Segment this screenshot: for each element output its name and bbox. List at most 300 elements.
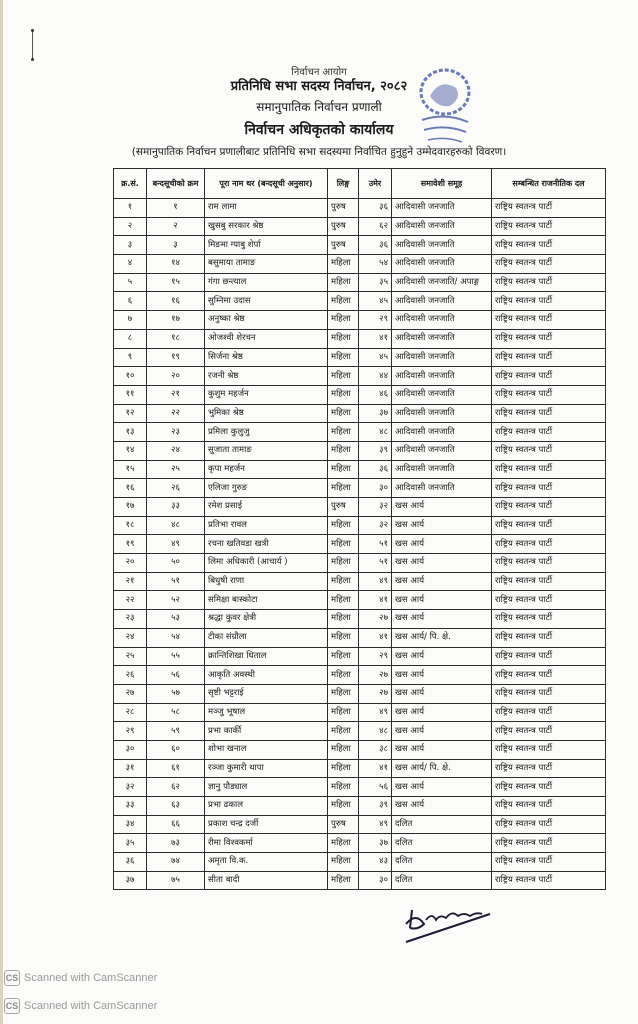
table-subtitle: (समानुपातिक निर्वाचन प्रणालीबाट प्रतिनिधि सभा सदस्यमा निर्वाचित हुनुहुने उम्मेदवारहरुको विवरण। xyxy=(131,146,507,158)
table-row xyxy=(114,535,606,554)
party-cell: राष्ट्रिय स्वतन्त्र पार्टी xyxy=(492,815,606,834)
col-header-age: उमेर xyxy=(359,169,392,199)
commission-heading: निर्वाचन आयोग xyxy=(291,67,347,78)
gender-cell: महिला xyxy=(328,479,359,498)
party-cell: राष्ट्रिय स्वतन्त्र पार्टी xyxy=(492,404,606,423)
name-cell: अमृता वि.क. xyxy=(205,853,328,872)
party-cell: राष्ट्रिय स्वतन्त्र पार्टी xyxy=(492,236,606,255)
gender-cell: महिला xyxy=(328,385,359,404)
name-cell: एलिजा गुरुङ xyxy=(205,479,328,498)
serial-cell: ३६ xyxy=(114,853,147,872)
party-cell: राष्ट्रिय स्वतन्त्र पार्टी xyxy=(492,628,606,647)
age-cell: ३६ xyxy=(359,236,392,255)
group-cell: दलित xyxy=(392,871,492,890)
party-cell: राष्ट्रिय स्वतन्त्र पार्टी xyxy=(492,199,606,218)
table-row xyxy=(114,554,606,573)
gender-cell: महिला xyxy=(328,572,359,591)
name-cell: प्रमिला कुलुजु xyxy=(205,423,328,442)
gender-cell: महिला xyxy=(328,647,359,666)
group-cell: आदिवासी जनजाति xyxy=(392,460,492,479)
name-cell: खुसबु सरकार श्रेष्ठ xyxy=(205,217,328,236)
age-cell: ३५ xyxy=(359,273,392,292)
gender-cell: पुरुष xyxy=(328,236,359,255)
name-cell: क्रान्तिशिखा धिताल xyxy=(205,647,328,666)
table-row xyxy=(114,778,606,797)
table-row xyxy=(114,329,606,348)
age-cell: ५६ xyxy=(359,778,392,797)
party-cell: राष्ट्रिय स्वतन्त्र पार्टी xyxy=(492,217,606,236)
group-cell: आदिवासी जनजाति xyxy=(392,236,492,255)
name-cell: आकृति अवस्थी xyxy=(205,666,328,685)
table-row xyxy=(114,385,606,404)
serial-cell: २ xyxy=(114,217,147,236)
gender-cell: महिला xyxy=(328,404,359,423)
group-cell: आदिवासी जनजाति xyxy=(392,404,492,423)
list-order-cell: ५७ xyxy=(147,684,205,703)
party-cell: राष्ट्रिय स्वतन्त्र पार्टी xyxy=(492,516,606,535)
table-row xyxy=(114,853,606,872)
camscanner-watermark xyxy=(4,970,157,986)
list-order-cell: ३ xyxy=(147,236,205,255)
group-cell: आदिवासी जनजाति xyxy=(392,217,492,236)
gender-cell: महिला xyxy=(328,535,359,554)
party-cell: राष्ट्रिय स्वतन्त्र पार्टी xyxy=(492,610,606,629)
name-cell: मञ्जु भूषाल xyxy=(205,703,328,722)
party-cell: राष्ट्रिय स्वतन्त्र पार्टी xyxy=(492,684,606,703)
serial-cell: २७ xyxy=(114,684,147,703)
camscanner-logo-icon: CS xyxy=(4,970,20,986)
table-row xyxy=(114,423,606,442)
group-cell: खस आर्य xyxy=(392,516,492,535)
gender-cell: महिला xyxy=(328,367,359,386)
serial-cell: २० xyxy=(114,554,147,573)
name-cell: मिङमा ग्याबु शेर्पा xyxy=(205,236,328,255)
name-cell: राम लामा xyxy=(205,199,328,218)
camscanner-logo-icon: CS xyxy=(4,998,20,1014)
col-header-inclusive-group: समावेशी समूह xyxy=(392,169,492,199)
party-cell: राष्ट्रिय स्वतन्त्र पार्टी xyxy=(492,778,606,797)
system-heading: समानुपातिक निर्वाचन प्रणाली xyxy=(256,100,382,114)
list-order-cell: ५९ xyxy=(147,722,205,741)
table-row xyxy=(114,591,606,610)
gender-cell: महिला xyxy=(328,460,359,479)
group-cell: खस आर्य/ पि. क्षे. xyxy=(392,759,492,778)
age-cell: ५१ xyxy=(359,554,392,573)
list-order-cell: १८ xyxy=(147,329,205,348)
name-cell: रमेश प्रसाई xyxy=(205,498,328,517)
name-cell: टीका संग्रौला xyxy=(205,628,328,647)
name-cell: सृष्टी भट्टराई xyxy=(205,684,328,703)
gender-cell: महिला xyxy=(328,871,359,890)
gender-cell: महिला xyxy=(328,255,359,274)
group-cell: खस आर्य xyxy=(392,797,492,816)
list-order-cell: २३ xyxy=(147,423,205,442)
list-order-cell: १४ xyxy=(147,255,205,274)
group-cell: दलित xyxy=(392,834,492,853)
name-cell: भुमिका श्रेष्ठ xyxy=(205,404,328,423)
list-order-cell: ६२ xyxy=(147,778,205,797)
age-cell: ४४ xyxy=(359,367,392,386)
party-cell: राष्ट्रिय स्वतन्त्र पार्टी xyxy=(492,834,606,853)
group-cell: खस आर्य xyxy=(392,703,492,722)
table-row xyxy=(114,217,606,236)
office-heading: निर्वाचन अधिकृतको कार्यालय xyxy=(244,122,394,138)
col-header-list-order: बन्दसूचीको क्रम xyxy=(147,169,205,199)
table-row xyxy=(114,367,606,386)
name-cell: प्रकाश चन्द्र दर्जी xyxy=(205,815,328,834)
group-cell: खस आर्य xyxy=(392,610,492,629)
name-cell: लिमा अधिकारी (आचार्य ) xyxy=(205,554,328,573)
list-order-cell: १ xyxy=(147,199,205,218)
age-cell: ४५ xyxy=(359,292,392,311)
table-row xyxy=(114,722,606,741)
table-row xyxy=(114,684,606,703)
serial-cell: १५ xyxy=(114,460,147,479)
list-order-cell: २५ xyxy=(147,460,205,479)
name-cell: सुम्निमा उदास xyxy=(205,292,328,311)
serial-cell: २५ xyxy=(114,647,147,666)
group-cell: खस आर्य xyxy=(392,535,492,554)
name-cell: सिर्जना श्रेष्ठ xyxy=(205,348,328,367)
age-cell: ५४ xyxy=(359,255,392,274)
party-cell: राष्ट्रिय स्वतन्त्र पार्टी xyxy=(492,722,606,741)
party-cell: राष्ट्रिय स्वतन्त्र पार्टी xyxy=(492,591,606,610)
table-row xyxy=(114,498,606,517)
age-cell: ३२ xyxy=(359,498,392,517)
party-cell: राष्ट्रिय स्वतन्त्र पार्टी xyxy=(492,853,606,872)
serial-cell: २१ xyxy=(114,572,147,591)
age-cell: ४१ xyxy=(359,759,392,778)
age-cell: ३० xyxy=(359,479,392,498)
group-cell: आदिवासी जनजाति xyxy=(392,479,492,498)
list-order-cell: ७३ xyxy=(147,834,205,853)
group-cell: आदिवासी जनजाति xyxy=(392,348,492,367)
table-row xyxy=(114,647,606,666)
name-cell: अनुष्का श्रेष्ठ xyxy=(205,311,328,330)
serial-cell: ८ xyxy=(114,329,147,348)
group-cell: आदिवासी जनजाति/ अपाङ्ग xyxy=(392,273,492,292)
age-cell: ४३ xyxy=(359,853,392,872)
name-cell: बिधुषी राणा xyxy=(205,572,328,591)
name-cell: बसुमाया तामाङ xyxy=(205,255,328,274)
gender-cell: महिला xyxy=(328,311,359,330)
table-row xyxy=(114,628,606,647)
serial-cell: २९ xyxy=(114,722,147,741)
list-order-cell: ५८ xyxy=(147,703,205,722)
age-cell: ४५ xyxy=(359,348,392,367)
candidate-table xyxy=(113,168,606,890)
group-cell: दलित xyxy=(392,853,492,872)
gender-cell: महिला xyxy=(328,292,359,311)
list-order-cell: ४९ xyxy=(147,535,205,554)
table-row xyxy=(114,666,606,685)
watermark-text: Scanned with CamScanner xyxy=(24,972,158,984)
gender-cell: महिला xyxy=(328,797,359,816)
name-cell: कुशुम महर्जन xyxy=(205,385,328,404)
list-order-cell: ६० xyxy=(147,740,205,759)
gender-cell: महिला xyxy=(328,329,359,348)
gender-cell: महिला xyxy=(328,348,359,367)
age-cell: २९ xyxy=(359,311,392,330)
gender-cell: महिला xyxy=(328,722,359,741)
party-cell: राष्ट्रिय स्वतन्त्र पार्टी xyxy=(492,329,606,348)
age-cell: ३७ xyxy=(359,404,392,423)
table-row xyxy=(114,516,606,535)
gender-cell: पुरुष xyxy=(328,217,359,236)
gender-cell: महिला xyxy=(328,703,359,722)
gender-cell: महिला xyxy=(328,778,359,797)
age-cell: ६२ xyxy=(359,217,392,236)
margin-mark xyxy=(32,30,33,60)
party-cell: राष्ट्रिय स्वतन्त्र पार्टी xyxy=(492,479,606,498)
party-cell: राष्ट्रिय स्वतन्त्र पार्टी xyxy=(492,385,606,404)
party-cell: राष्ट्रिय स्वतन्त्र पार्टी xyxy=(492,460,606,479)
gender-cell: महिला xyxy=(328,591,359,610)
group-cell: खस आर्य xyxy=(392,740,492,759)
age-cell: ४९ xyxy=(359,815,392,834)
age-cell: २७ xyxy=(359,610,392,629)
gender-cell: महिला xyxy=(328,740,359,759)
col-header-gender: लिङ्ग xyxy=(328,169,359,199)
table-row xyxy=(114,460,606,479)
list-order-cell: ५३ xyxy=(147,610,205,629)
age-cell: ४८ xyxy=(359,423,392,442)
list-order-cell: १६ xyxy=(147,292,205,311)
gender-cell: महिला xyxy=(328,759,359,778)
election-heading: प्रतिनिधि सभा सदस्य निर्वाचन, २०८२ xyxy=(230,79,408,94)
serial-cell: ४ xyxy=(114,255,147,274)
group-cell: आदिवासी जनजाति xyxy=(392,441,492,460)
table-row xyxy=(114,404,606,423)
serial-cell: २४ xyxy=(114,628,147,647)
table-row xyxy=(114,292,606,311)
serial-cell: १७ xyxy=(114,498,147,517)
table-row xyxy=(114,255,606,274)
group-cell: खस आर्य xyxy=(392,647,492,666)
group-cell: खस आर्य xyxy=(392,572,492,591)
name-cell: शोभा खनाल xyxy=(205,740,328,759)
age-cell: ३६ xyxy=(359,460,392,479)
list-order-cell: ६६ xyxy=(147,815,205,834)
list-order-cell: ५२ xyxy=(147,591,205,610)
table-row xyxy=(114,441,606,460)
serial-cell: ६ xyxy=(114,292,147,311)
party-cell: राष्ट्रिय स्वतन्त्र पार्टी xyxy=(492,441,606,460)
table-row xyxy=(114,740,606,759)
age-cell: ४१ xyxy=(359,591,392,610)
name-cell: प्रभा ढकाल xyxy=(205,797,328,816)
list-order-cell: २२ xyxy=(147,404,205,423)
table-row xyxy=(114,759,606,778)
serial-cell: ९ xyxy=(114,348,147,367)
age-cell: ३९ xyxy=(359,441,392,460)
serial-cell: ३१ xyxy=(114,759,147,778)
list-order-cell: १७ xyxy=(147,311,205,330)
name-cell: सुजाता तामाङ xyxy=(205,441,328,460)
camscanner-watermark xyxy=(4,998,157,1014)
group-cell: आदिवासी जनजाति xyxy=(392,423,492,442)
group-cell: आदिवासी जनजाति xyxy=(392,255,492,274)
serial-cell: २३ xyxy=(114,610,147,629)
group-cell: आदिवासी जनजाति xyxy=(392,367,492,386)
serial-cell: ३ xyxy=(114,236,147,255)
list-order-cell: २० xyxy=(147,367,205,386)
col-header-serial: क्र.सं. xyxy=(114,169,147,199)
party-cell: राष्ट्रिय स्वतन्त्र पार्टी xyxy=(492,367,606,386)
list-order-cell: २ xyxy=(147,217,205,236)
age-cell: ३० xyxy=(359,871,392,890)
gender-cell: पुरुष xyxy=(328,815,359,834)
gender-cell: महिला xyxy=(328,853,359,872)
watermark-text: Scanned with CamScanner xyxy=(24,1000,158,1012)
party-cell: राष्ट्रिय स्वतन्त्र पार्टी xyxy=(492,759,606,778)
age-cell: ५१ xyxy=(359,535,392,554)
name-cell: प्रभा कार्की xyxy=(205,722,328,741)
name-cell: रजनी श्रेष्ठ xyxy=(205,367,328,386)
group-cell: खस आर्य xyxy=(392,591,492,610)
age-cell: ३९ xyxy=(359,797,392,816)
serial-cell: १८ xyxy=(114,516,147,535)
party-cell: राष्ट्रिय स्वतन्त्र पार्टी xyxy=(492,348,606,367)
party-cell: राष्ट्रिय स्वतन्त्र पार्टी xyxy=(492,703,606,722)
list-order-cell: ५५ xyxy=(147,647,205,666)
name-cell: प्रतिभा रावल xyxy=(205,516,328,535)
gender-cell: महिला xyxy=(328,273,359,292)
list-order-cell: १९ xyxy=(147,348,205,367)
name-cell: गंगा छन्त्याल xyxy=(205,273,328,292)
table-row xyxy=(114,311,606,330)
party-cell: राष्ट्रिय स्वतन्त्र पार्टी xyxy=(492,498,606,517)
gender-cell: पुरुष xyxy=(328,199,359,218)
table-row xyxy=(114,703,606,722)
gender-cell: महिला xyxy=(328,628,359,647)
party-cell: राष्ट्रिय स्वतन्त्र पार्टी xyxy=(492,554,606,573)
group-cell: खस आर्य xyxy=(392,554,492,573)
serial-cell: ३७ xyxy=(114,871,147,890)
table-row xyxy=(114,199,606,218)
group-cell: खस आर्य xyxy=(392,666,492,685)
age-cell: ४६ xyxy=(359,385,392,404)
table-row xyxy=(114,610,606,629)
age-cell: ३६ xyxy=(359,199,392,218)
gender-cell: महिला xyxy=(328,684,359,703)
table-row xyxy=(114,572,606,591)
name-cell: ओजश्वी शेरचन xyxy=(205,329,328,348)
list-order-cell: ४८ xyxy=(147,516,205,535)
party-cell: राष्ट्रिय स्वतन्त्र पार्टी xyxy=(492,311,606,330)
list-order-cell: ७४ xyxy=(147,853,205,872)
gender-cell: महिला xyxy=(328,834,359,853)
group-cell: दलित xyxy=(392,815,492,834)
table-header-row xyxy=(114,169,606,199)
age-cell: २९ xyxy=(359,647,392,666)
serial-cell: ३५ xyxy=(114,834,147,853)
serial-cell: ७ xyxy=(114,311,147,330)
party-cell: राष्ट्रिय स्वतन्त्र पार्टी xyxy=(492,666,606,685)
group-cell: खस आर्य xyxy=(392,684,492,703)
serial-cell: ३३ xyxy=(114,797,147,816)
group-cell: आदिवासी जनजाति xyxy=(392,385,492,404)
serial-cell: २२ xyxy=(114,591,147,610)
group-cell: आदिवासी जनजाति xyxy=(392,329,492,348)
gender-cell: महिला xyxy=(328,516,359,535)
group-cell: आदिवासी जनजाति xyxy=(392,199,492,218)
list-order-cell: ७५ xyxy=(147,871,205,890)
gender-cell: महिला xyxy=(328,423,359,442)
serial-cell: १२ xyxy=(114,404,147,423)
list-order-cell: ६३ xyxy=(147,797,205,816)
group-cell: आदिवासी जनजाति xyxy=(392,311,492,330)
serial-cell: १६ xyxy=(114,479,147,498)
list-order-cell: १५ xyxy=(147,273,205,292)
table-row xyxy=(114,236,606,255)
party-cell: राष्ट्रिय स्वतन्त्र पार्टी xyxy=(492,797,606,816)
gender-cell: महिला xyxy=(328,666,359,685)
party-cell: राष्ट्रिय स्वतन्त्र पार्टी xyxy=(492,423,606,442)
group-cell: खस आर्य xyxy=(392,722,492,741)
signature xyxy=(402,898,508,948)
serial-cell: १ xyxy=(114,199,147,218)
serial-cell: २८ xyxy=(114,703,147,722)
group-cell: खस आर्य/ पि. क्षे. xyxy=(392,628,492,647)
list-order-cell: ५४ xyxy=(147,628,205,647)
gender-cell: पुरुष xyxy=(328,498,359,517)
serial-cell: २६ xyxy=(114,666,147,685)
age-cell: ४८ xyxy=(359,722,392,741)
table-row xyxy=(114,871,606,890)
group-cell: खस आर्य xyxy=(392,778,492,797)
age-cell: ३२ xyxy=(359,516,392,535)
party-cell: राष्ट्रिय स्वतन्त्र पार्टी xyxy=(492,740,606,759)
col-header-party: सम्बन्धित राजनीतिक दल xyxy=(492,169,606,199)
gender-cell: महिला xyxy=(328,441,359,460)
name-cell: रीमा विश्वकर्मा xyxy=(205,834,328,853)
serial-cell: ३२ xyxy=(114,778,147,797)
party-cell: राष्ट्रिय स्वतन्त्र पार्टी xyxy=(492,292,606,311)
serial-cell: ५ xyxy=(114,273,147,292)
name-cell: श्रद्धा कुवर क्षेत्री xyxy=(205,610,328,629)
list-order-cell: २१ xyxy=(147,385,205,404)
age-cell: २७ xyxy=(359,684,392,703)
age-cell: ४१ xyxy=(359,628,392,647)
table-row xyxy=(114,348,606,367)
name-cell: ज्ञानु पौड्याल xyxy=(205,778,328,797)
age-cell: ४९ xyxy=(359,572,392,591)
serial-cell: १९ xyxy=(114,535,147,554)
age-cell: २७ xyxy=(359,666,392,685)
age-cell: ४९ xyxy=(359,703,392,722)
list-order-cell: ५० xyxy=(147,554,205,573)
party-cell: राष्ट्रिय स्वतन्त्र पार्टी xyxy=(492,871,606,890)
list-order-cell: ३३ xyxy=(147,498,205,517)
group-cell: खस आर्य xyxy=(392,498,492,517)
name-cell: रञ्जा कुमारी थापा xyxy=(205,759,328,778)
gender-cell: महिला xyxy=(328,610,359,629)
serial-cell: ३० xyxy=(114,740,147,759)
name-cell: कृपा महर्जन xyxy=(205,460,328,479)
party-cell: राष्ट्रिय स्वतन्त्र पार्टी xyxy=(492,273,606,292)
age-cell: ३७ xyxy=(359,834,392,853)
name-cell: समिक्षा बास्कोटा xyxy=(205,591,328,610)
table-row xyxy=(114,834,606,853)
age-cell: ४१ xyxy=(359,329,392,348)
name-cell: रचना खतिवडा खत्री xyxy=(205,535,328,554)
party-cell: राष्ट्रिय स्वतन्त्र पार्टी xyxy=(492,535,606,554)
table-row xyxy=(114,815,606,834)
table-row xyxy=(114,479,606,498)
name-cell: सीता बादी xyxy=(205,871,328,890)
col-header-full-name: पूरा नाम थर (बन्दसूची अनुसार) xyxy=(205,169,328,199)
